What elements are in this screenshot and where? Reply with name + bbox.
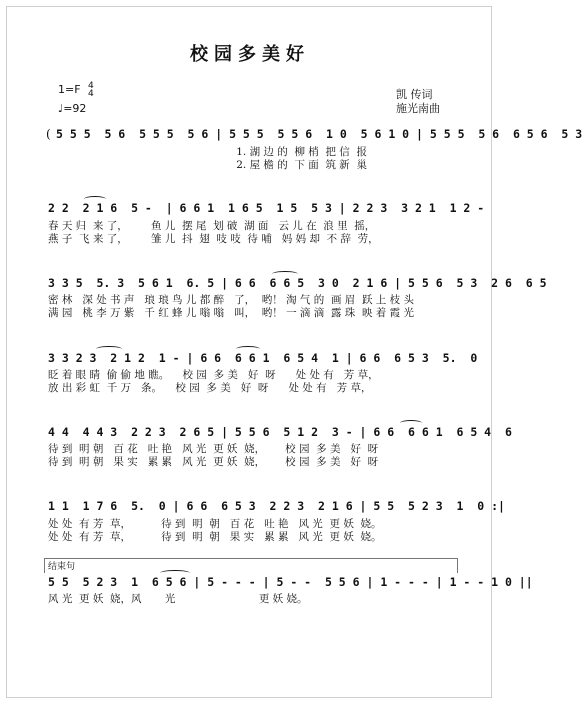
lyrics-row-6-verse-2: 处 处 有 芳 草， 待 到 明 朝 果 实 累 累 风 光 更 妖 娆。 <box>48 531 382 543</box>
lyrics-row-3-verse-2: 满 园 桃 李 万 紫 千 红 蜂 儿 嗡 嗡 叫， 哟！ 一 滴 滴 露 珠 映 着 霞 光 <box>48 307 414 319</box>
notes-row-3: 3 3 5 5. 3 5 6 1 6. 5 | 6 6 6 6 5 3 0 2 1 6 | 5 5 6 5 3 2 6 6 5 <box>48 276 547 290</box>
composer-credit: 施光南曲 <box>396 102 440 115</box>
score-meta <box>58 82 94 116</box>
lyrics-row-3-verse-1: 密 林 深 处 书 声 琅 琅 鸟 儿 都 醉 了， 哟！ 淘 气 的 画 眉 跃 上 枝 头 <box>48 294 414 306</box>
lyrics-row-1-verse-1: 1. 湖 边 的 柳 梢 把 信 报 <box>56 146 367 158</box>
lyrics-row-2-verse-1: 春 天 归 来 了， 鱼 儿 摆 尾 划 破 湖 面 云 儿 在 浪 里 摇， <box>48 220 376 232</box>
lyrics-row-7: 风 光 更 妖 娆，风 光 更 妖 娆。 <box>48 593 308 605</box>
time-bottom: 4 <box>88 89 94 99</box>
staff-row-1 <box>56 127 582 141</box>
staff-row-3 <box>48 276 547 290</box>
lyrics-row-4-verse-2: 放 出 彩 虹 千 万 条。 校 园 多 美 好 呀 处 处 有 芳 草， <box>48 382 372 394</box>
lyrics-row-4-verse-1: 眨 着 眼 睛 偷 偷 地 瞧。 校 园 多 美 好 呀 处 处 有 芳 草， <box>48 369 379 381</box>
staff-row-5 <box>48 425 512 439</box>
song-title: 校园多美好 <box>190 44 310 65</box>
staff-row-7 <box>48 575 533 589</box>
tempo-mark: ♩=92 <box>58 102 87 115</box>
lyrics-row-1-verse-2: 2. 屋 檐 的 下 面 筑 新 巢 <box>56 159 367 171</box>
notes-row-1: 5 5 5 5 6 5 5 5 5 6 | 5 5 5 5 5 6 1 0 5 6 1 0 | 5 5 5 5 6 6 5 6 5 3 <box>56 127 582 141</box>
slur-mark <box>400 420 422 426</box>
notes-row-4: 3 3 2 3 2 1 2 1 - | 6 6 6 6 1 6 5 4 1 | 6 6 6 5 3 5. 0 <box>48 351 478 365</box>
lyrics-row-2-verse-2: 燕 子 飞 来 了， 雏 儿 抖 翅 吱 吱 待 哺 妈 妈 却 不 辞 劳， <box>48 233 379 245</box>
repeat-paren-open: ( <box>46 127 51 141</box>
ending-label: 结束句 <box>48 562 76 572</box>
staff-row-6 <box>48 499 505 513</box>
staff-row-2 <box>48 201 485 215</box>
time-signature <box>88 82 94 98</box>
lyricist-credit: 凯 传词 <box>396 88 433 101</box>
slur-mark <box>160 570 190 576</box>
ending-bracket <box>44 558 458 573</box>
notes-row-5: 4 4 4 4 3 2 2 3 2 6 5 | 5 5 6 5 1 2 3 - | 6 6 6 6 1 6 5 4 6 <box>48 425 512 439</box>
lyrics-row-5-verse-2: 待 到 明 朝 果 实 累 累 风 光 更 妖 娆， 校 园 多 美 好 呀 <box>48 456 379 468</box>
staff-row-4 <box>48 351 478 365</box>
notes-row-7: 5 5 5 2 3 1 6 5 6 | 5 - - - | 5 - - 5 5 6 | 1 - - - | 1 - - 1 0 || <box>48 575 533 589</box>
slur-mark <box>84 196 106 202</box>
lyrics-row-5-verse-1: 待 到 明 朝 百 花 吐 艳 风 光 更 妖 娆， 校 园 多 美 好 呀 <box>48 443 379 455</box>
key-signature <box>58 81 94 99</box>
slur-mark <box>236 346 260 352</box>
notes-row-6: 1 1 1 7 6 5. 0 | 6 6 6 5 3 2 2 3 2 1 6 | 5 5 5 2 3 1 0 :| <box>48 499 505 513</box>
key-label: 1=F <box>58 83 81 96</box>
notes-row-2: 2 2 2 1 6 5 - | 6 6 1 1 6 5 1 5 5 3 | 2 2 3 3 2 1 1 2 - <box>48 201 485 215</box>
lyrics-row-6-verse-1: 处 处 有 芳 草， 待 到 明 朝 百 花 吐 艳 风 光 更 妖 娆。 <box>48 518 382 530</box>
time-top: 4 <box>88 81 94 91</box>
slur-mark <box>96 346 122 352</box>
slur-mark <box>272 271 298 277</box>
